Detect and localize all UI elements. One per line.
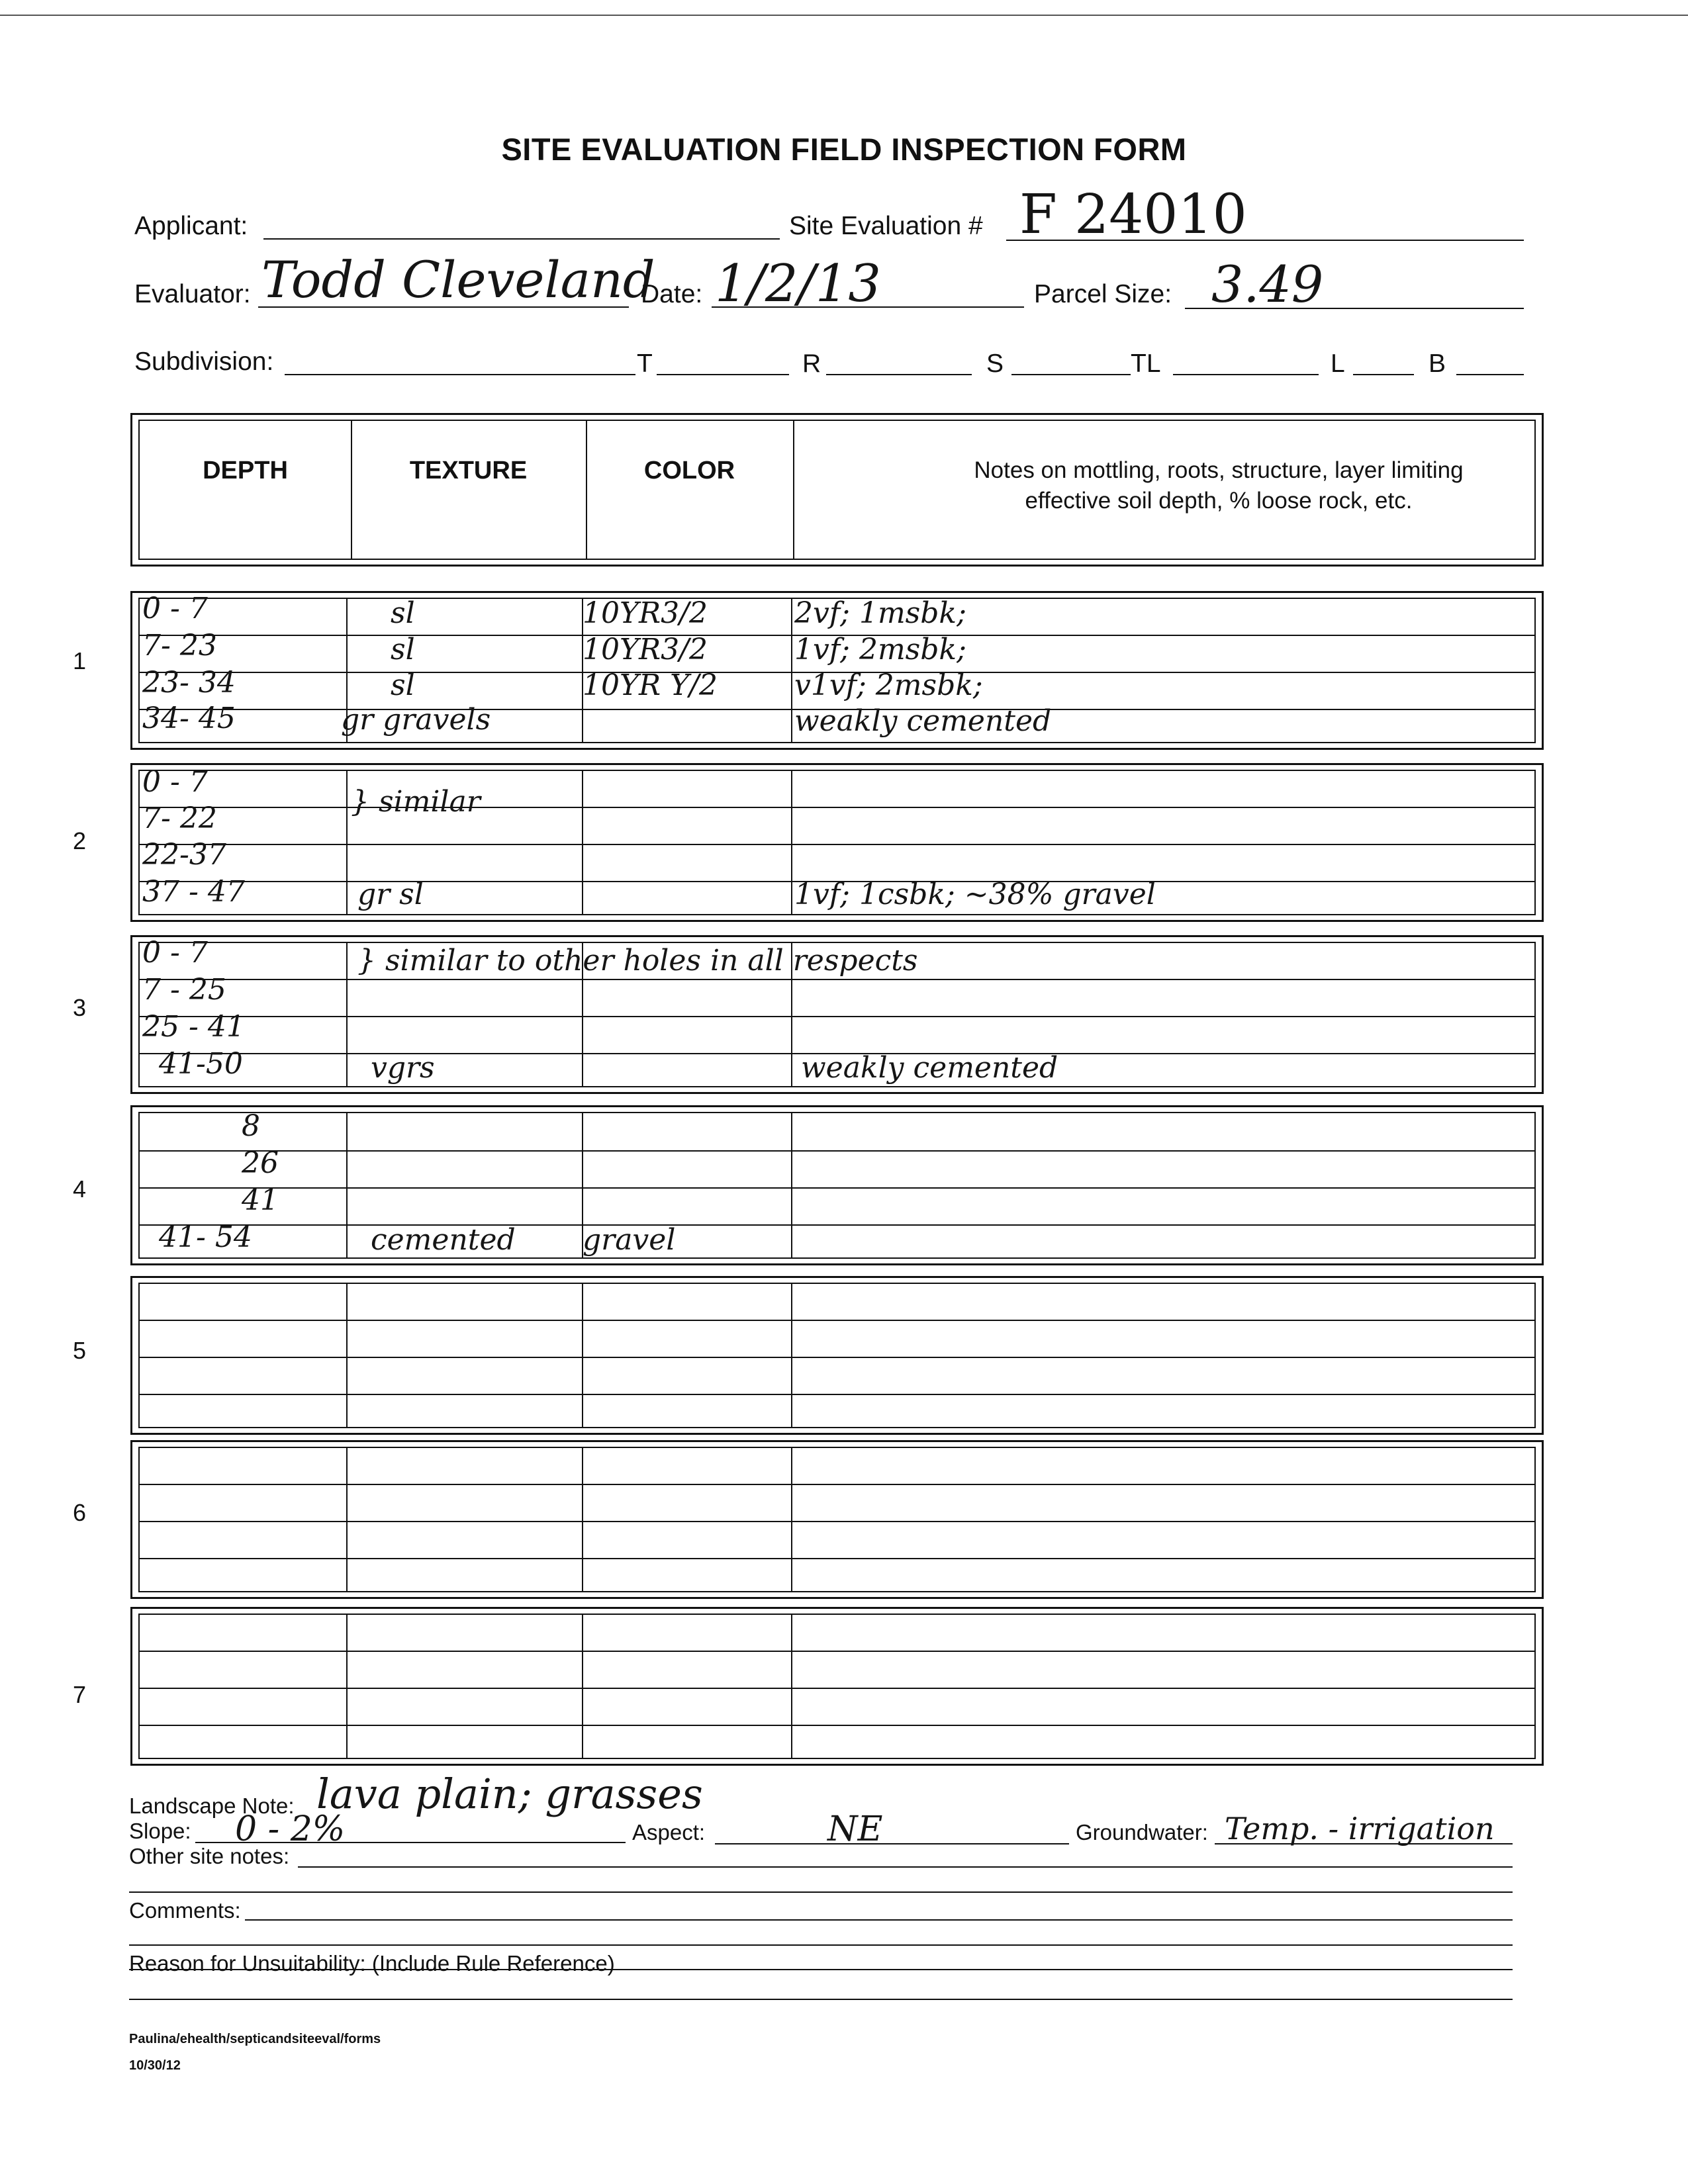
- landscape-note-label: Landscape Note:: [129, 1794, 295, 1818]
- texture-cell: } similar to other holes in all respects: [357, 944, 918, 978]
- l-field[interactable]: [1353, 374, 1414, 375]
- s-field[interactable]: [1011, 374, 1131, 375]
- site-eval-label: Site Evaluation #: [789, 212, 983, 240]
- unsuitability-line-2[interactable]: [129, 1999, 1513, 2000]
- depth-cell: 0 - 7: [142, 936, 208, 970]
- hole-number: 6: [72, 1499, 87, 1526]
- comments-label: Comments:: [129, 1898, 241, 1923]
- site-eval-value: F 24010: [1019, 183, 1247, 246]
- slope-label: Slope:: [129, 1819, 191, 1843]
- form-title: SITE EVALUATION FIELD INSPECTION FORM: [501, 132, 1187, 167]
- date-value: 1/2/13: [715, 254, 882, 314]
- r-label: R: [802, 349, 821, 378]
- groundwater-value: Temp. - irrigation: [1225, 1811, 1495, 1846]
- depth-cell: 0 - 7: [142, 765, 208, 799]
- slope-value: 0 - 2%: [235, 1809, 346, 1849]
- aspect-value: NE: [827, 1809, 883, 1849]
- b-field[interactable]: [1456, 374, 1524, 375]
- parcel-size-label: Parcel Size:: [1034, 280, 1172, 308]
- subdivision-label: Subdivision:: [134, 347, 274, 376]
- texture-cell: sl: [391, 668, 415, 702]
- scan-edge-line: [0, 15, 1688, 16]
- texture-cell: cemented: [371, 1223, 516, 1257]
- date-label: Date:: [641, 280, 703, 308]
- texture-cell: } similar: [351, 785, 481, 819]
- hole-number: 4: [72, 1175, 87, 1203]
- notes-cell: 1vf; 1csbk; ~38% gravel: [794, 878, 1156, 911]
- notes-cell: weakly cemented: [794, 704, 1052, 738]
- l-label: L: [1331, 349, 1345, 378]
- texture-header: TEXTURE: [409, 457, 528, 484]
- depth-cell: 0 - 7: [142, 592, 208, 625]
- depth-cell: 22-37: [142, 838, 226, 872]
- notes-cell: weakly cemented: [801, 1051, 1058, 1085]
- depth-cell: 41- 54: [159, 1220, 252, 1254]
- comments-line-2[interactable]: [129, 1944, 1513, 1946]
- hole-number: 3: [72, 994, 87, 1021]
- notes-cell: v1vf; 2msbk;: [794, 668, 983, 702]
- unsuitability-label: Reason for Unsuitability: (Include Rule Reference): [129, 1951, 615, 1976]
- depth-cell: 26: [242, 1146, 279, 1180]
- hole-7-block: [130, 1607, 1544, 1766]
- comments-field[interactable]: [245, 1919, 1513, 1921]
- landscape-note-value: lava plain; grasses: [316, 1770, 703, 1818]
- hole-number: 7: [72, 1681, 87, 1708]
- applicant-field[interactable]: [263, 238, 780, 240]
- color-cell: 10YR3/2: [583, 633, 708, 666]
- depth-cell: 8: [242, 1109, 260, 1143]
- groundwater-label: Groundwater:: [1076, 1820, 1208, 1844]
- depth-cell: 7- 23: [142, 629, 217, 662]
- hole-number: 1: [72, 647, 87, 674]
- depth-cell: 25 - 41: [142, 1010, 245, 1044]
- subdivision-field[interactable]: [285, 374, 635, 375]
- evaluator-label: Evaluator:: [134, 280, 251, 308]
- texture-cell: gr sl: [357, 878, 424, 911]
- color-cell: 10YR3/2: [583, 596, 708, 630]
- hole-4-block: [130, 1105, 1544, 1265]
- depth-cell: 34- 45: [142, 702, 236, 735]
- parcel-size-value: 3.49: [1211, 255, 1324, 314]
- table-header: [130, 413, 1544, 567]
- aspect-label: Aspect:: [632, 1820, 706, 1844]
- other-site-notes-line-2[interactable]: [129, 1891, 1513, 1893]
- texture-cell: sl: [391, 633, 415, 666]
- depth-cell: 41: [242, 1183, 279, 1217]
- form-path: Paulina/ehealth/septicandsiteeval/forms: [129, 2032, 381, 2046]
- texture-cell: sl: [391, 596, 415, 630]
- color-cell: gravel: [583, 1223, 676, 1257]
- texture-cell: vgrs: [371, 1051, 435, 1085]
- color-header: COLOR: [643, 457, 735, 484]
- aspect-field[interactable]: [715, 1843, 1069, 1844]
- depth-cell: 23- 34: [142, 666, 236, 700]
- hole-number: 5: [72, 1337, 87, 1364]
- other-site-notes-label: Other site notes:: [129, 1844, 290, 1868]
- b-label: B: [1429, 349, 1446, 378]
- unsuitability-field[interactable]: [129, 1969, 1513, 1970]
- color-cell: 10YR Y/2: [583, 668, 718, 702]
- notes-cell: 2vf; 1msbk;: [794, 596, 966, 630]
- hole-6-block: [130, 1440, 1544, 1599]
- applicant-label: Applicant:: [134, 212, 248, 240]
- form-revision-date: 10/30/12: [129, 2058, 181, 2073]
- other-site-notes-field[interactable]: [298, 1866, 1513, 1868]
- s-label: S: [986, 349, 1004, 378]
- notes-cell: 1vf; 2msbk;: [794, 633, 966, 666]
- t-field[interactable]: [657, 374, 789, 375]
- hole-number: 2: [72, 827, 87, 854]
- depth-header: DEPTH: [203, 457, 288, 484]
- depth-cell: 7 - 25: [142, 973, 226, 1007]
- texture-cell: gr gravels: [341, 703, 491, 737]
- tl-field[interactable]: [1173, 374, 1319, 375]
- evaluator-value: Todd Cleveland: [261, 250, 655, 309]
- t-label: T: [637, 349, 653, 378]
- depth-cell: 7- 22: [142, 801, 217, 835]
- r-field[interactable]: [826, 374, 972, 375]
- notes-header: Notes on mottling, roots, structure, layer limiting effective soil depth, % loose rock, etc.: [974, 457, 1464, 514]
- tl-label: TL: [1131, 349, 1161, 378]
- depth-cell: 41-50: [159, 1047, 243, 1081]
- depth-cell: 37 - 47: [142, 875, 245, 909]
- hole-5-block: [130, 1276, 1544, 1435]
